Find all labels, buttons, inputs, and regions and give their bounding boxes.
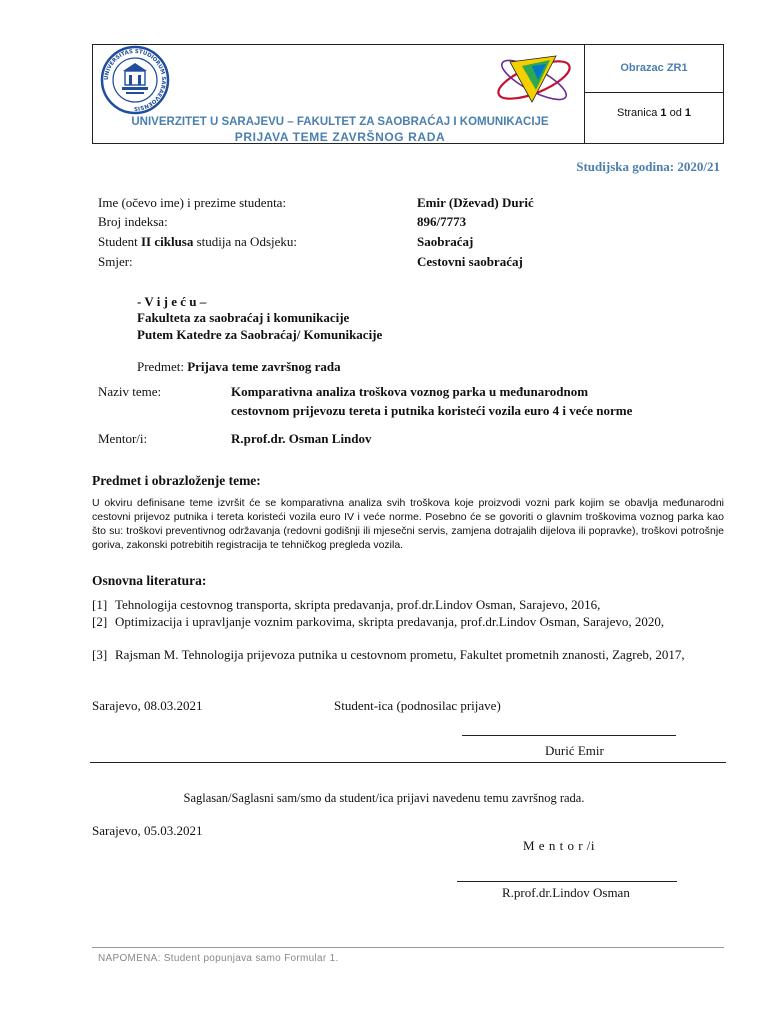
index-label: Broj indeksa: <box>98 214 168 229</box>
footer-note: NAPOMENA: Student popunjava samo Formular 1. <box>98 953 339 964</box>
cycle-post: studija na Odsjeku: <box>193 234 298 249</box>
student-name-label: Ime (očevo ime) i prezime studenta: <box>98 195 287 210</box>
university-seal-logo <box>100 45 170 115</box>
student-sign-date: Sarajevo, 08.03.2021 <box>92 698 203 713</box>
topic-line-1: Komparativna analiza troškova voznog parka u međunarodnom <box>231 384 589 399</box>
subject-label: Predmet: <box>137 359 188 374</box>
page-mid: od <box>666 107 685 119</box>
approval-text: Saglasan/Saglasni sam/smo da student/ica prijavi navedenu temu završnog rada. <box>183 791 585 805</box>
topic-label: Naziv teme: <box>98 384 162 399</box>
form-title: PRIJAVA TEME ZAVRŠNOG RADA <box>234 130 446 144</box>
rationale-text: U okviru definisane teme izvršit će se komparativna analiza svih troškova koje proizvodi vozni park kojim se obavlja međunarodni cestovni prijevoz putnika i tereta koristeći vozila euro IV i veće norme. Posebno će se govoriti o glavnim troškovima voznog parka kao što su: troškovi preventivnog održavanja (redovni godišnji ili mjesečni servis, zamjena dotrajalih dijelova ili popravke), troškovi potrošnje goriva, zakonski potrebitih registracija te tehničkog pregleda vozila. <box>92 497 724 551</box>
addressee-line-2: Fakulteta za saobraćaj i komunikacije <box>137 310 350 325</box>
section-divider <box>90 762 726 763</box>
mentor-sign-date: Sarajevo, 05.03.2021 <box>92 823 203 838</box>
page-total: 1 <box>684 107 692 119</box>
header-meta-divider <box>584 92 724 93</box>
academic-year: Studijska godina: 2020/21 <box>576 159 720 174</box>
literature-item <box>92 597 724 615</box>
subject-value: Prijava teme završnog rada <box>187 359 341 374</box>
literature-text: Tehnologija cestovnog transporta, skripta predavanja, prof.dr.Lindov Osman, Sarajevo, 2016, <box>115 597 601 612</box>
literature-heading: Osnovna literatura: <box>92 573 207 588</box>
mentor-sign-role: M e n t o r /i <box>523 838 595 853</box>
addressee-line-1: - V i j e ć u – <box>137 294 207 309</box>
addressee-line-3: Putem Katedre za Saobraćaj/ Komunikacije <box>137 327 383 342</box>
mentor-sign-name: R.prof.dr.Lindov Osman <box>502 885 630 900</box>
rationale-heading: Predmet i obrazloženje teme: <box>92 473 261 488</box>
literature-num: [2] <box>92 614 108 629</box>
subject-line <box>137 359 341 375</box>
faculty-logo <box>492 46 578 112</box>
mentor-label: Mentor/i: <box>98 431 148 446</box>
student-sign-name: Durić Emir <box>545 743 604 758</box>
mentor-signature-line <box>457 881 677 882</box>
student-sign-role: Student-ica (podnosilac prijave) <box>334 698 501 713</box>
student-name-value: Emir (Dževad) Durić <box>417 195 534 210</box>
cycle-label <box>98 234 297 250</box>
header-meta-cell <box>584 44 724 144</box>
svg-text:UNIVERSITAS STUDIORUM SARAEVOE: UNIVERSITAS STUDIORUM SARAEVOENSIS <box>103 48 167 112</box>
form-id: Obrazac ZR1 <box>620 62 688 74</box>
mentor-value: R.prof.dr. Osman Lindov <box>231 431 372 446</box>
footer-divider <box>92 947 724 948</box>
page-indicator <box>584 107 724 119</box>
literature-text: Rajsman M. Tehnologija prijevoza putnika u cestovnom prometu, Fakultet prometnih znanosti, Zagreb, 2017, <box>115 647 685 662</box>
literature-num: [3] <box>92 647 108 662</box>
literature-item <box>92 614 724 648</box>
literature-text: Optimizacija i upravljanje voznim parkovima, skripta predavanja, prof.dr.Lindov Osman, Sarajevo, 2020, <box>115 614 665 629</box>
track-label: Smjer: <box>98 254 133 269</box>
literature-num: [1] <box>92 597 108 612</box>
cycle-bold: II ciklusa <box>140 234 194 249</box>
cycle-pre: Student <box>98 234 141 249</box>
topic-line-2: cestovnom prijevozu tereta i putnika koristeći vozila euro 4 i veće norme <box>231 403 633 418</box>
index-value: 896/7773 <box>417 214 467 229</box>
page-current: 1 <box>660 107 667 119</box>
literature-item <box>92 647 724 681</box>
track-value: Cestovni saobraćaj <box>417 254 523 269</box>
student-signature-line <box>462 735 676 736</box>
page-prefix: Stranica <box>616 107 661 119</box>
university-name: UNIVERZITET U SARAJEVU – FAKULTET ZA SAOBRAĆAJ I KOMUNIKACIJE <box>131 116 549 128</box>
department-value: Saobraćaj <box>417 234 474 249</box>
